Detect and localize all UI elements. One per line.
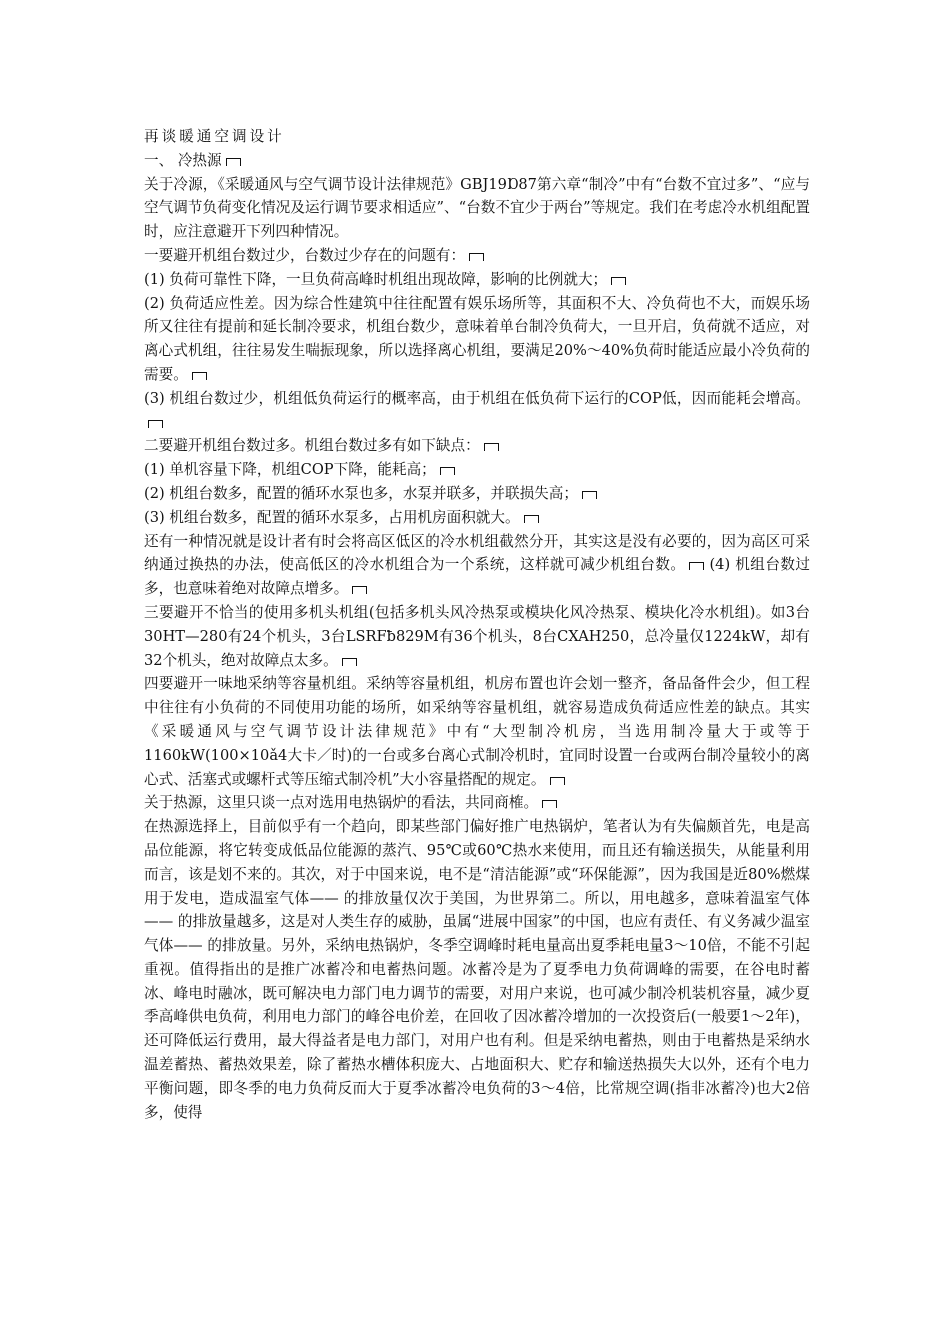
- paragraph-text: 三要避开不恰当的使用多机头机组(包括多机头风冷热泵或模块化风冷热泵、模块化冷水机组)。如3台30HT—280有24个机头，3台LSRFƀ829M有36个机头，8台CXAH250，总冷量仅1224kW，却有32个机头，绝对故障点太多。: [144, 603, 810, 669]
- paragraph-text: (4) 机组台数过多，也意味着绝对故障点增多。: [144, 556, 810, 598]
- paragraph-mark-icon: [689, 562, 704, 570]
- paragraph: [144, 815, 810, 1124]
- paragraph: [144, 672, 810, 791]
- paragraph: [144, 791, 810, 815]
- paragraph-mark-icon: [192, 372, 207, 380]
- paragraph: [144, 434, 810, 458]
- paragraph-text: 四要避开一味地采纳等容量机组。采纳等容量机组，机房布置也许会划一整齐，备品备件会少，但工程中往往有小负荷的不同使用功能的场所，如采纳等容量机组，就容易造成负荷适应性差的缺点。其实《采暖通风与空气调节设计法律规范》中有“大型制冷机房，当选用制冷量大于或等于1160kW(100×10ǎ4大卡／时)的一台或多台离心式制冷机时，宜同时设置一台或两台制冷量较小的离心式、活塞式或螺杆式等压缩式制冷机”大小容量搭配的规定。: [144, 675, 810, 788]
- paragraph-mark-icon: [582, 491, 597, 499]
- paragraph-mark-icon: [148, 420, 163, 428]
- paragraph-list: [144, 149, 810, 1125]
- document-body: [144, 125, 810, 1124]
- paragraph-mark-icon: [352, 586, 367, 594]
- paragraph-text: 关于冷源，《采暖通风与空气调节设计法律规范》GBJ19Ɒ87第六章“制冷”中有“台数不宜过多”、“应与空气调节负荷变化情况及运行调节要求相适应”、“台数不宜少于两台”等规定。我们在考虑冷水机组配置时，应注意避开下列四种情况。: [144, 175, 810, 241]
- paragraph: [144, 244, 810, 268]
- paragraph-text: 二要避开机组台数过多。机组台数过多有如下缺点：: [144, 437, 480, 455]
- paragraph-text: 一、 冷热源: [144, 151, 222, 169]
- paragraph-text: (2) 机组台数多，配置的循环水泵也多，水泵并联多，并联损失高；: [144, 484, 578, 502]
- paragraph-text: 一要避开机组台数过少，台数过少存在的问题有：: [144, 246, 466, 264]
- paragraph: [144, 458, 810, 482]
- paragraph-text: (2) 负荷适应性差。因为综合性建筑中往往配置有娱乐场所等，其面积不大、冷负荷也不大，而娱乐场所又往往有提前和延长制冷要求，机组台数少，意味着单台制冷负荷大，一旦开启，负荷就不适应，对离心式机组，往往易发生喘振现象，所以选择离心机组，要满足20%～40%负荷时能适应最小冷负荷的需要。: [144, 294, 810, 383]
- paragraph: [144, 292, 810, 387]
- paragraph-mark-icon: [469, 253, 484, 261]
- paragraph: [144, 149, 810, 173]
- paragraph: [144, 387, 810, 435]
- paragraph-mark-icon: [226, 158, 241, 166]
- paragraph-text: 在热源选择上，目前似乎有一个趋向，即某些部门偏好推广电热锅炉，笔者认为有失偏颇首先，电是高品位能源，将它转变成低品位能源的蒸汽、95℃或60℃热水来使用，而且还有输送损失，从能量利用而言，该是划不来的。其次，对于中国来说，电不是“清洁能源”或“环保能源”，因为我国是近80%燃煤用于发电，造成温室气体—— 的排放量仅次于美国，为世界第二。所以，用电越多，意味着温室气体—— 的排放量越多，这是对人类生存的威胁，虽属“进展中国家”的中国，也应有责任、有义务减少温室气体—— 的排放量。另外，采纳电热锅炉，冬季空调峰时耗电量高出夏季耗电量3～10倍，不能不引起重视。值得指出的是推广冰蓄冷和电蓄热问题。冰蓄冷是为了夏季电力负荷调峰的需要，在谷电时蓄冰、峰电时融冰，既可解决电力部门电力调节的需要，对用户来说，也可减少制冷机装机容量，减少夏季高峰供电负荷，利用电力部门的峰谷电价差，在回收了因冰蓄冷增加的一次投资后(一般要1～2年)，还可降低运行费用，最大得益者是电力部门，对用户也有利。但是采纳电蓄热，则由于电蓄热是采纳水温差蓄热、蓄热效果差，除了蓄热水槽体积庞大、占地面积大、贮存和输送热损失大以外，还有个电力平衡问题，即冬季的电力负荷反而大于夏季冰蓄冷电负荷的3～4倍，比常规空调(指非冰蓄冷)也大2倍多，使得: [144, 818, 810, 1121]
- paragraph-text: (3) 机组台数过少，机组低负荷运行的概率高，由于机组在低负荷下运行的COP低，因而能耗会增高。: [144, 389, 810, 407]
- paragraph: [144, 268, 810, 292]
- paragraph-text: (1) 负荷可靠性下降，一旦负荷高峰时机组出现故障，影响的比例就大；: [144, 270, 608, 288]
- paragraph-mark-icon: [484, 443, 499, 451]
- paragraph-mark-icon: [524, 515, 539, 523]
- paragraph: [144, 530, 810, 601]
- document-title: 再谈暖通空调设计: [144, 128, 285, 145]
- paragraph-text: (3) 机组台数多，配置的循环水泵多，占用机房面积就大。: [144, 508, 520, 526]
- paragraph-text: 关于热源，这里只谈一点对选用电热锅炉的看法，共同商榷。: [144, 794, 539, 812]
- paragraph: [144, 506, 810, 530]
- paragraph-mark-icon: [611, 277, 626, 285]
- paragraph-mark-icon: [342, 658, 357, 666]
- paragraph: [144, 601, 810, 672]
- paragraph-mark-icon: [542, 800, 557, 808]
- paragraph: [144, 173, 810, 244]
- paragraph-mark-icon: [550, 777, 565, 785]
- paragraph: [144, 482, 810, 506]
- paragraph-text: (1) 单机容量下降，机组COP下降，能耗高；: [144, 461, 436, 479]
- paragraph-mark-icon: [440, 467, 455, 475]
- paragraph-text: 还有一种情况就是设计者有时会将高区低区的冷水机组截然分开，其实这是没有必要的，因为高区可采纳通过换热的办法，使高低区的冷水机组合为一个系统，这样就可减少机组台数。: [144, 532, 810, 574]
